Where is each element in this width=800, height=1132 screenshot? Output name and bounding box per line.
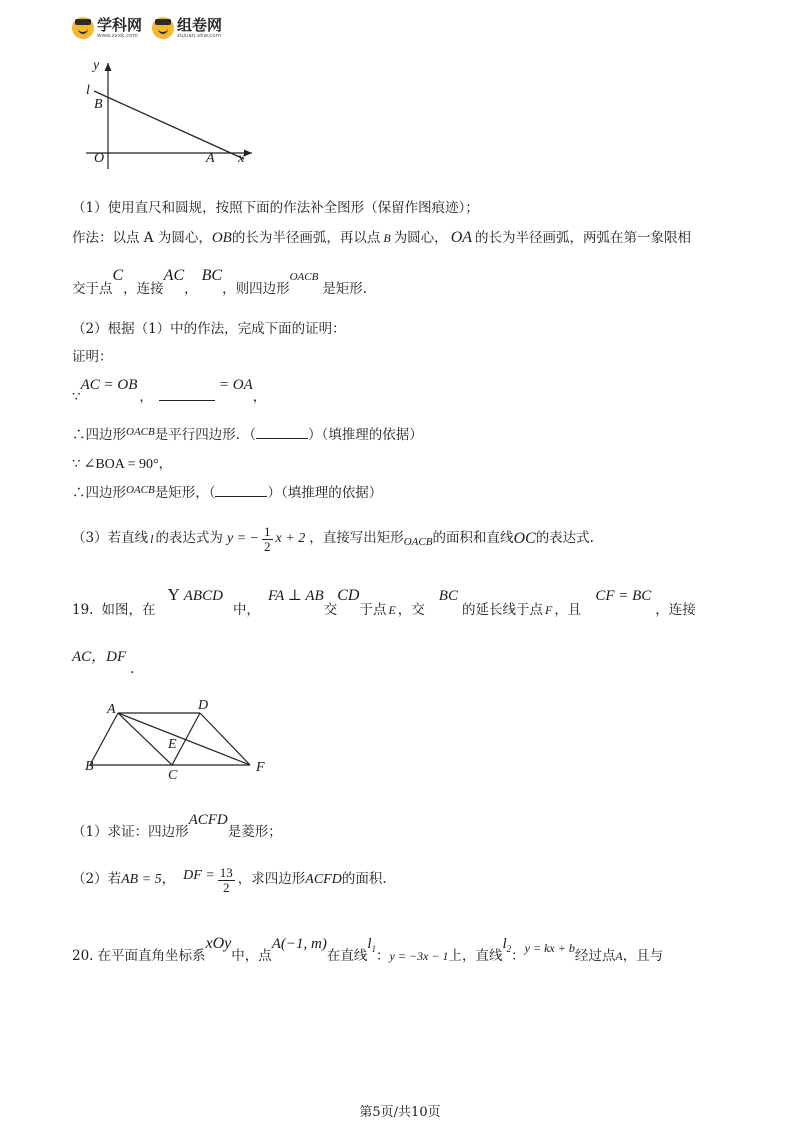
q18-part2-text: （2）根据（1）中的作法，完成下面的证明： — [72, 321, 346, 337]
text: ： — [511, 948, 525, 964]
text: ， — [158, 456, 173, 472]
proof-line-3 — [72, 458, 172, 472]
numerator: 13 — [219, 864, 233, 880]
denominator: 2 — [264, 538, 271, 554]
math-ab-eq-5: AB = 5 — [121, 872, 162, 887]
answer-blank-1[interactable] — [159, 400, 215, 401]
label-c: C — [168, 768, 178, 783]
text: 经过点 — [574, 948, 616, 964]
line-l — [94, 91, 244, 159]
text: 如图，在 — [101, 602, 156, 618]
q19-sub2 — [72, 860, 387, 900]
text: 是菱形； — [227, 824, 282, 840]
q18-method-line — [72, 230, 691, 246]
math-c: C — [112, 267, 124, 284]
proof-line-1 — [72, 377, 267, 405]
q20-line — [72, 935, 664, 964]
math-ac-eq-ob: AC = OB — [80, 377, 138, 393]
text: 是矩形，（ — [154, 485, 216, 501]
subscript: 1 — [371, 944, 377, 954]
numerator: 1 — [264, 523, 271, 539]
zxxk-logo — [72, 17, 142, 40]
proof-line-4 — [72, 484, 383, 501]
text: ， — [184, 281, 198, 297]
page-number: 第5页/共10页 — [359, 1105, 441, 1120]
text: 的面积和直线 — [432, 530, 514, 547]
text: 中， — [232, 602, 260, 618]
text: ）（填推理的依据） — [307, 427, 423, 443]
point-a-label: A — [206, 151, 215, 166]
logo-url: zujuan.xkw.com — [177, 32, 221, 39]
question-number: 20. — [72, 948, 94, 964]
x-axis-arrow — [244, 150, 252, 157]
text: ，连接 — [655, 602, 696, 618]
math-fa-perp-ab: FA ⊥ AB — [267, 588, 324, 604]
math-l: l — [150, 532, 154, 546]
text: ，且 — [554, 602, 582, 618]
math-xoy: xOy — [205, 935, 232, 952]
text: 中，点 — [231, 948, 272, 964]
text: ， — [161, 871, 176, 888]
math-l1 — [367, 936, 376, 952]
text: （1）求证：四边形 — [72, 824, 189, 840]
math-f: F — [544, 603, 553, 617]
l-symbol: l — [367, 936, 372, 952]
label-a: A — [107, 702, 116, 717]
text: ，且与 — [622, 948, 664, 964]
text: ，直接写出矩形 — [309, 530, 404, 547]
text: （2）若 — [72, 871, 122, 888]
math-bc: BC — [201, 267, 223, 284]
text: ： — [376, 948, 390, 964]
text: 是平行四边形．（ — [154, 427, 256, 443]
math-oacb: OACB — [126, 426, 155, 438]
mascot-icon — [72, 17, 94, 39]
math-oa: OA — [450, 229, 473, 246]
label-d: D — [198, 698, 209, 713]
math-oc: OC — [513, 530, 536, 547]
math-eq1: y = −3x − 1 — [389, 949, 449, 963]
math-point-a: A(−1, m) — [271, 936, 327, 952]
point-b-label: B — [94, 97, 103, 112]
text: 的长为半径画弧，再以点 — [231, 230, 381, 246]
y-axis-arrow — [105, 63, 112, 71]
math-cd: CD — [337, 587, 360, 604]
text: 的面积. — [341, 871, 387, 888]
text: 为圆心， — [393, 230, 448, 246]
math-eq-oa: = OA — [218, 377, 253, 393]
math-abcd: ABCD — [183, 588, 223, 604]
q18-intersect-line — [72, 267, 368, 297]
coordinate-figure — [80, 55, 260, 175]
header-logos — [72, 14, 232, 42]
label-b: B — [85, 759, 94, 774]
q18-part1-text: （1）使用直尺和圆规，按照下面的作法补全图形（保留作图痕迹）； — [72, 200, 479, 216]
math-bc: BC — [438, 588, 458, 604]
text: 交 — [323, 602, 338, 618]
text: 的表达式. — [535, 530, 594, 547]
math-a: A — [615, 949, 623, 963]
proof-line-2 — [72, 426, 423, 443]
line-l-label: l — [86, 83, 90, 98]
fraction-one-half — [262, 525, 273, 554]
zujuan-logo — [152, 17, 222, 40]
math-l2 — [502, 936, 511, 952]
math-ac-df: AC，DF — [72, 649, 127, 665]
subscript: 2 — [506, 944, 512, 954]
parallelogram-icon: Y — [167, 585, 180, 604]
text: 交于点 — [72, 281, 113, 297]
text: . — [130, 661, 135, 677]
text: ∴四边形 — [72, 427, 126, 443]
mascot-icon — [152, 17, 174, 39]
math-x-plus-2: x + 2 — [275, 531, 306, 546]
text: ， — [139, 389, 153, 405]
math-eq2: y = kx + b — [524, 941, 575, 955]
segment-ab — [90, 713, 118, 765]
because-symbol: ∵ — [72, 456, 81, 472]
text: 上，直线 — [448, 948, 503, 964]
math-b: B — [383, 231, 391, 245]
question-number: 19. — [72, 602, 94, 618]
text: 的延长线于点 — [461, 602, 543, 618]
logo-url: www.zxxk.com — [97, 32, 138, 39]
math-cf-eq-bc: CF = BC — [595, 588, 652, 604]
math-y-eq: y = − — [226, 531, 260, 546]
segment-ac — [118, 713, 172, 765]
text: 于点 — [359, 602, 387, 618]
math-oacb: OACB — [289, 271, 319, 283]
denominator: 2 — [223, 879, 230, 895]
answer-blank-3[interactable] — [215, 496, 267, 497]
q19-sub1 — [72, 812, 282, 840]
origin-label: O — [94, 151, 105, 166]
logo-name: 学科网 — [97, 15, 143, 34]
text: 是矩形. — [322, 281, 368, 297]
math-df-eq: DF = — [183, 868, 215, 883]
text: 作法：以点 A 为圆心， — [72, 230, 212, 246]
math-ob: OB — [211, 230, 232, 246]
text: ，则四边形 — [222, 281, 290, 297]
text: ，交 — [397, 602, 425, 618]
text: ，连接 — [123, 281, 164, 297]
text: ）（填推理的依据） — [267, 485, 383, 501]
math-e: E — [388, 603, 396, 617]
segment-af — [118, 713, 250, 765]
label-e: E — [168, 737, 177, 752]
l-symbol: l — [502, 936, 507, 952]
segment-df — [200, 713, 250, 765]
q18-part3-line — [72, 520, 594, 558]
text: 在平面直角坐标系 — [97, 948, 206, 964]
math-acfd: ACFD — [305, 872, 342, 887]
text: ，求四边形 — [237, 871, 306, 888]
fraction-thirteen-halves — [218, 866, 235, 895]
q19-line-1 — [72, 585, 732, 618]
text: ∴四边形 — [72, 485, 126, 501]
text: 的表达式为 — [155, 530, 223, 547]
answer-blank-2[interactable] — [256, 438, 308, 439]
logo-name: 组卷网 — [177, 15, 223, 34]
math-angle: ∠BOA = 90° — [83, 457, 159, 472]
math-acfd: ACFD — [188, 812, 228, 828]
text: 在直线 — [326, 948, 368, 964]
because-symbol: ∵ — [72, 389, 81, 405]
label-f: F — [256, 760, 265, 775]
math-oacb: OACB — [403, 535, 433, 548]
text: ， — [252, 389, 267, 405]
math-ac: AC — [163, 267, 185, 284]
y-axis-label: y — [93, 58, 100, 73]
proof-label: 证明： — [72, 349, 113, 365]
text: （3）若直线 — [72, 530, 149, 547]
q19-line-2 — [72, 649, 135, 677]
text: 的长为半径画弧，两弧在第一象限相 — [475, 230, 692, 246]
x-axis-label: x — [238, 151, 245, 166]
math-oacb: OACB — [126, 484, 155, 496]
